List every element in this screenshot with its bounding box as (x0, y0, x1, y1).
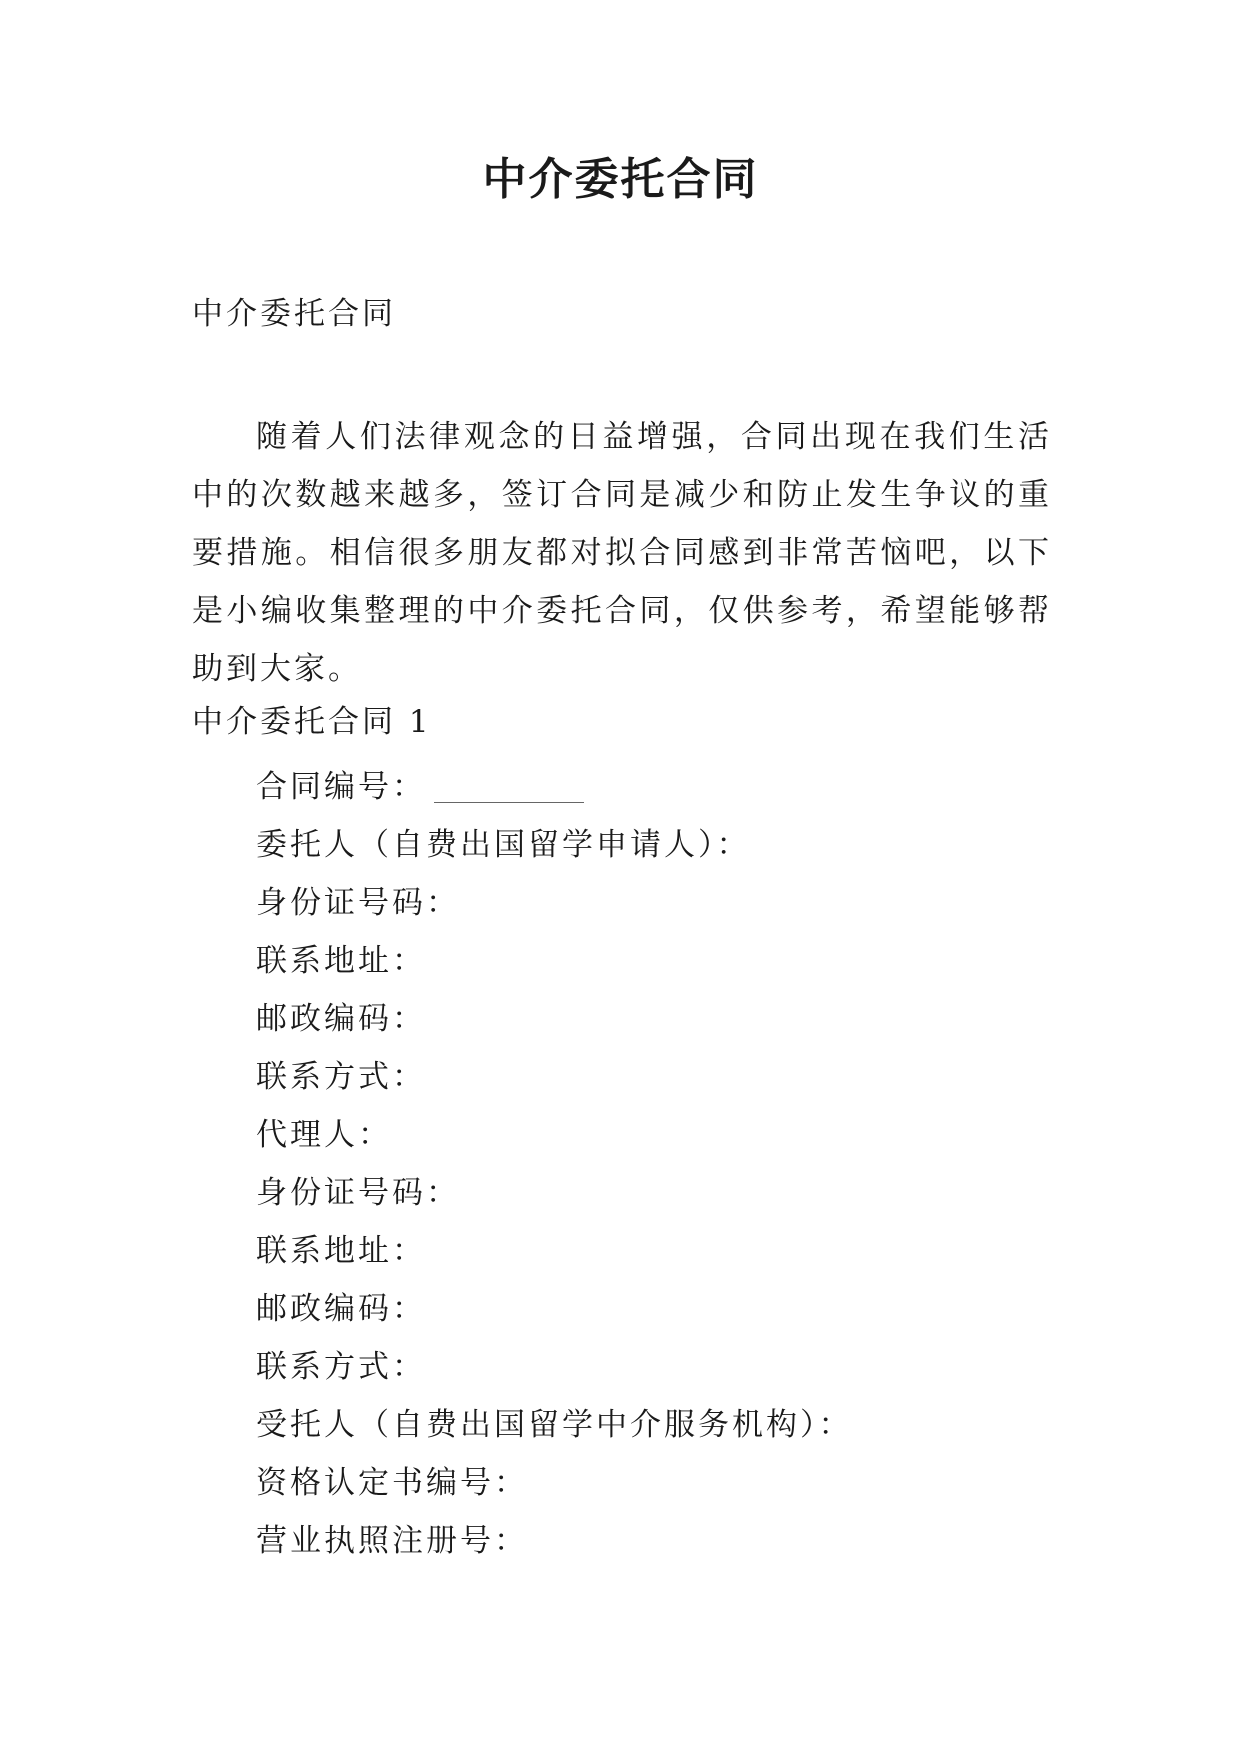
field-label: 联系方式： (256, 1059, 426, 1095)
field-client-postcode (256, 990, 1056, 1048)
field-agent-postcode (256, 1280, 1056, 1338)
field-label: 身份证号码： (256, 1175, 460, 1211)
document-title: 中介委托合同 (482, 154, 759, 205)
field-client-contact (256, 1048, 1056, 1106)
field-client-address (256, 932, 1056, 990)
field-client (256, 816, 1056, 874)
field-label: 委托人（自费出国留学申请人）： (256, 827, 751, 863)
field-label: 资格认定书编号： (256, 1465, 528, 1501)
field-label: 联系地址： (256, 1233, 426, 1269)
field-label: 联系地址： (256, 943, 426, 979)
section-heading: 中介委托合同 1 (192, 704, 432, 740)
field-agent (256, 1106, 1056, 1164)
fill-in-blank-line (434, 774, 584, 803)
field-trustee (256, 1396, 1056, 1454)
field-agent-contact (256, 1338, 1056, 1396)
field-label: 邮政编码： (256, 1291, 426, 1327)
field-label: 营业执照注册号： (256, 1523, 528, 1559)
document-subtitle: 中介委托合同 (192, 296, 396, 332)
field-contract-number (256, 758, 1056, 816)
field-label: 联系方式： (256, 1349, 426, 1385)
field-label: 邮政编码： (256, 1001, 426, 1037)
field-label: 受托人（自费出国留学中介服务机构）： (256, 1407, 853, 1443)
intro-paragraph: 随着人们法律观念的日益增强，合同出现在我们生活中的次数越来越多，签订合同是减少和防止发生争议的重要措施。相信很多朋友都对拟合同感到非常苦恼吧，以下是小编收集整理的中介委托合同，仅供参考，希望能够帮助到大家。 (192, 419, 1052, 687)
field-agent-id-number (256, 1164, 1056, 1222)
field-agent-address (256, 1222, 1056, 1280)
contract-fields-list (256, 758, 1056, 1570)
field-qualification-number (256, 1454, 1056, 1512)
field-label: 代理人： (256, 1117, 392, 1153)
field-client-id-number (256, 874, 1056, 932)
field-label: 身份证号码： (256, 885, 460, 921)
field-business-license-number (256, 1512, 1056, 1570)
field-label: 合同编号： (256, 769, 426, 805)
